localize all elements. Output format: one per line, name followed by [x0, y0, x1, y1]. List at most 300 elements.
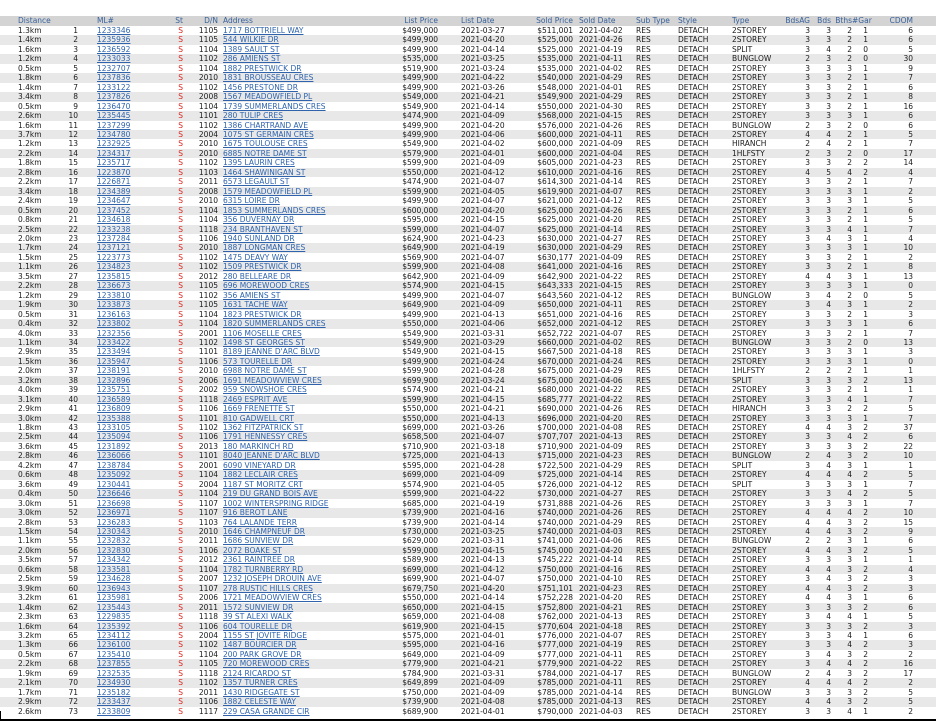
- row-number-cell: 60: [68, 583, 78, 593]
- ml-number-link[interactable]: 1237836: [97, 73, 131, 83]
- address-link[interactable]: 1882 CELESTE WAY: [223, 697, 296, 707]
- ml-number-link[interactable]: 1236971: [97, 508, 131, 518]
- type-cell: 2STOREY: [732, 649, 767, 659]
- ml-number-link[interactable]: 1235751: [97, 385, 131, 395]
- address-link[interactable]: 2072 BOAKE ST: [223, 545, 282, 555]
- address-link[interactable]: 1831 BROUSSEAU CRES: [223, 73, 314, 83]
- sub-type-cell: RES: [636, 470, 651, 480]
- ml-number-link[interactable]: 1234628: [97, 574, 131, 584]
- status-cell: S: [178, 489, 183, 499]
- bdsag-cell: 4: [805, 583, 810, 593]
- ml-number-link[interactable]: 1236698: [97, 498, 131, 508]
- ml-number-cell: [78, 187, 135, 196]
- ml-number-link[interactable]: 1235936: [97, 35, 131, 45]
- distance-cell: 1.3km: [18, 26, 42, 35]
- ml-number-link[interactable]: 1236943: [97, 583, 131, 593]
- ml-number-link[interactable]: 1233494: [97, 347, 131, 357]
- type-cell: BUNGLOW: [732, 536, 772, 546]
- ml-number-link[interactable]: 1235092: [97, 470, 131, 480]
- ml-number-link[interactable]: 1233033: [97, 54, 131, 64]
- listing-row: [0, 697, 936, 706]
- ml-number-link[interactable]: 1230441: [97, 479, 131, 489]
- address-link[interactable]: 6573 LEGAULT ST: [223, 177, 290, 187]
- ml-number-link[interactable]: 1233422: [97, 337, 131, 347]
- sold-price-cell: $740,000: [537, 527, 573, 537]
- ml-number-link[interactable]: 1236283: [97, 517, 131, 527]
- style-cell: DETACH: [678, 375, 709, 385]
- address-link[interactable]: 2361 RAINTREE DR: [223, 555, 295, 565]
- address-link[interactable]: 1106 MOSELLE CRES: [223, 328, 302, 338]
- ml-number-link[interactable]: 1232832: [97, 536, 131, 546]
- sold-price-cell: $535,000: [537, 54, 573, 64]
- list-price-cell: $549,900: [402, 337, 438, 347]
- type-cell: 2STOREY: [732, 413, 767, 423]
- bds-cell: 4: [826, 508, 831, 518]
- sub-type-cell: RES: [636, 413, 651, 423]
- sold-date-cell: 2021-04-09: [579, 139, 623, 149]
- gar-cell: 2: [863, 649, 868, 659]
- cdom-cell: 2: [908, 186, 913, 196]
- ml-number-link[interactable]: 1233873: [97, 300, 131, 310]
- sold-date-cell: 2021-04-09: [579, 441, 623, 451]
- address-link[interactable]: 1739 SUMMERLANDS CRES: [223, 101, 326, 111]
- address-link[interactable]: 8040 JEANNE D'ARC BLVD: [223, 451, 320, 461]
- sold-price-cell: $730,000: [537, 489, 573, 499]
- address-link[interactable]: 1464 SHAWINIGAN ST: [223, 167, 306, 177]
- sold-price-cell: $568,000: [537, 111, 573, 121]
- list-price-cell: $549,900: [402, 101, 438, 111]
- row-number-cell: 15: [68, 158, 78, 168]
- list-date-cell: 2021-04-28: [461, 460, 505, 470]
- list-date-cell: 2021-04-15: [461, 621, 505, 631]
- ml-number-cell: [78, 291, 135, 300]
- ml-number-link[interactable]: 1234930: [97, 678, 131, 688]
- ml-number-cell: [78, 404, 135, 413]
- address-link[interactable]: 1232 JOSEPH DROUIN AVE: [223, 574, 322, 584]
- address-link[interactable]: 2469 ESPRIT AVE: [223, 394, 288, 404]
- ml-number-link[interactable]: 1233809: [97, 706, 131, 716]
- address-link[interactable]: 573 TOURELLE DR: [223, 356, 293, 366]
- bdsag-cell: 2: [805, 366, 810, 376]
- style-cell: DETACH: [678, 92, 709, 102]
- gar-cell: 2: [863, 423, 868, 433]
- address-cell: [218, 688, 360, 697]
- ml-number-link[interactable]: 1236592: [97, 44, 131, 54]
- type-cell: 2STOREY: [732, 243, 767, 253]
- ml-number-link[interactable]: 1236673: [97, 281, 131, 291]
- address-link[interactable]: 1430 RIDGEGATE ST: [223, 687, 300, 697]
- ml-number-link[interactable]: 1233238: [97, 224, 131, 234]
- address-cell: [218, 347, 360, 356]
- ml-number-link[interactable]: 1236066: [97, 451, 131, 461]
- address-link[interactable]: 1782 TURNBERRY RD: [223, 564, 304, 574]
- address-link[interactable]: 219 DU GRAND BOIS AVE: [223, 489, 318, 499]
- ml-number-link[interactable]: 1232356: [97, 328, 131, 338]
- address-link[interactable]: 356 AMIENS ST: [223, 290, 281, 300]
- ml-number-link[interactable]: 1238191: [97, 366, 131, 376]
- address-link[interactable]: 234 BRANTHAVEN ST: [223, 224, 303, 234]
- address-cell: [218, 707, 360, 716]
- address-link[interactable]: 1389 SAULT ST: [223, 44, 280, 54]
- ml-number-link[interactable]: 1234389: [97, 186, 131, 196]
- gar-cell: 2: [863, 441, 868, 451]
- status-cell: S: [178, 583, 183, 593]
- sold-price-cell: $643,333: [537, 281, 573, 291]
- sold-date-cell: 2021-04-09: [579, 252, 623, 262]
- type-cell: 2STOREY: [732, 621, 767, 631]
- address-link[interactable]: 1669 FRENETTE ST: [223, 404, 295, 414]
- sold-date-cell: 2021-04-22: [579, 394, 623, 404]
- address-link[interactable]: 1567 MEADOWFIELD PL: [223, 92, 313, 102]
- list-date-cell: 2021-04-06: [461, 319, 505, 329]
- address-link[interactable]: 959 SNOWSHOE CRES: [223, 385, 307, 395]
- column-header-bths: Bths: [831, 16, 852, 26]
- address-link[interactable]: 1791 HENNESSY CRES: [223, 432, 308, 442]
- status-cell: S: [178, 536, 183, 546]
- sub-type-cell: RES: [636, 290, 651, 300]
- address-link[interactable]: 1631 TACHE WAY: [223, 300, 288, 310]
- sold-price-cell: $670,000: [537, 356, 573, 366]
- ml-number-link[interactable]: 1236100: [97, 640, 131, 650]
- cdom-cell: 16: [903, 659, 913, 669]
- cdom-cell: 7: [908, 328, 913, 338]
- list-date-cell: 2021-04-09: [461, 649, 505, 659]
- address-link[interactable]: 1820 SUMMERLANDS CRES: [223, 319, 326, 329]
- address-link[interactable]: 720 MOREWOOD CRES: [223, 659, 310, 669]
- address-link[interactable]: 1686 SUNVIEW DR: [223, 536, 294, 546]
- address-link[interactable]: 604 TOURELLE DR: [223, 621, 293, 631]
- listing-row: [0, 253, 936, 262]
- ml-number-link[interactable]: 1234780: [97, 129, 131, 139]
- ml-number-link[interactable]: 1233105: [97, 423, 131, 433]
- list-date-cell: 2021-04-15: [461, 394, 505, 404]
- gar-cell: 1: [863, 111, 868, 121]
- distance-cell: 1.8km: [18, 73, 42, 83]
- address-link[interactable]: 1487 BOURCIER DR: [223, 640, 297, 650]
- address-link[interactable]: 6315 LOIRE DR: [223, 196, 280, 206]
- listing-row: [0, 669, 936, 678]
- ml-number-link[interactable]: 1231892: [97, 441, 131, 451]
- address-link[interactable]: 1509 PRESTWICK DR: [223, 262, 302, 272]
- address-link[interactable]: 1456 PRESTONE DR: [223, 82, 298, 92]
- address-link[interactable]: 1940 SUNLAND DR: [223, 233, 295, 243]
- sold-price-cell: $696,000: [537, 413, 573, 423]
- row-number-cell: 59: [68, 574, 78, 584]
- list-price-cell: $550,000: [402, 167, 438, 177]
- address-link[interactable]: 1882 PRESTWICK DR: [223, 63, 302, 73]
- address-link[interactable]: 1823 PRESTWICK DR: [223, 309, 302, 319]
- distance-cell: 3.5km: [18, 271, 42, 281]
- style-cell: DETACH: [678, 640, 709, 650]
- sold-price-cell: $790,000: [537, 706, 573, 716]
- ml-number-link[interactable]: 1234647: [97, 196, 131, 206]
- ml-number-link[interactable]: 1234317: [97, 148, 131, 158]
- address-link[interactable]: 916 BEROT LANE: [223, 508, 288, 518]
- address-link[interactable]: 280 BELLEARE DR: [223, 271, 292, 281]
- cdom-cell: 13: [903, 271, 913, 281]
- address-link[interactable]: 696 MOREWOOD CRES: [223, 281, 310, 291]
- ml-number-link[interactable]: 1223870: [97, 167, 131, 177]
- column-header-sub-type: Sub Type: [630, 16, 677, 26]
- address-link[interactable]: 229 CASA GRANDE CIR: [223, 706, 310, 716]
- ml-number-cell: [78, 423, 135, 432]
- gar-cell: 1: [863, 82, 868, 92]
- address-link[interactable]: 1357 TURNER CRES: [223, 678, 298, 688]
- address-link[interactable]: 39 ST ALEXI WALK: [223, 612, 292, 622]
- status-cell: S: [178, 252, 183, 262]
- ml-number-link[interactable]: 1238784: [97, 460, 131, 470]
- dn-cell: 2006: [198, 593, 218, 603]
- status-cell: S: [178, 224, 183, 234]
- cdom-cell: 8: [908, 262, 913, 272]
- ml-number-link[interactable]: 1237826: [97, 92, 131, 102]
- ml-number-link[interactable]: 1235981: [97, 593, 131, 603]
- ml-number-link[interactable]: 1229835: [97, 612, 131, 622]
- ml-number-link[interactable]: 1223773: [97, 252, 131, 262]
- address-link[interactable]: 180 MARKINCH RD: [223, 441, 294, 451]
- distance-cell: 4.0km: [18, 385, 42, 395]
- bdsag-cell: 3: [805, 35, 810, 45]
- address-link[interactable]: 2124 RICARDO ST: [223, 668, 291, 678]
- gar-cell: 1: [863, 612, 868, 622]
- gar-cell: 0: [863, 337, 868, 347]
- distance-cell: 1.4km: [18, 602, 42, 612]
- ml-number-link[interactable]: 1233810: [97, 290, 131, 300]
- list-price-cell: $725,000: [402, 451, 438, 461]
- status-cell: S: [178, 186, 183, 196]
- ml-number-link[interactable]: 1234112: [97, 631, 131, 640]
- listing-row: [0, 480, 936, 489]
- type-cell: 2STOREY: [732, 177, 767, 187]
- list-date-cell: 2021-04-15: [461, 347, 505, 357]
- status-cell: S: [178, 271, 183, 281]
- ml-number-link[interactable]: 1232896: [97, 375, 131, 385]
- bds-cell: 3: [826, 441, 831, 451]
- ml-number-link[interactable]: 1226871: [97, 177, 131, 187]
- ml-number-link[interactable]: 1236470: [97, 101, 131, 111]
- ml-number-link[interactable]: 1232535: [97, 668, 131, 678]
- address-link[interactable]: 356 DUVERNAY DR: [223, 215, 295, 225]
- dn-cell: 1104: [198, 564, 218, 574]
- list-date-cell: 2021-04-14: [461, 517, 505, 527]
- ml-number-cell: [78, 234, 135, 243]
- sub-type-cell: RES: [636, 517, 651, 527]
- bths-cell: 3: [847, 243, 852, 253]
- address-link[interactable]: 1155 ST JOVITE RIDGE: [223, 631, 307, 640]
- sold-date-cell: 2021-04-18: [579, 347, 623, 357]
- cdom-cell: 6: [908, 205, 913, 215]
- sold-price-cell: $614,300: [537, 177, 573, 187]
- address-link[interactable]: 1498 ST GEORGES ST: [223, 337, 305, 347]
- listing-row: [0, 111, 936, 120]
- ml-number-link[interactable]: 1235445: [97, 111, 131, 121]
- listing-row: [0, 187, 936, 196]
- bths-cell: 3: [847, 375, 852, 385]
- window-frame-bottom: [0, 719, 936, 721]
- status-cell: S: [178, 593, 183, 603]
- address-link[interactable]: 1386 CHARTRAND AVE: [223, 120, 309, 130]
- ml-number-link[interactable]: 1234618: [97, 215, 131, 225]
- ml-number-link[interactable]: 1233581: [97, 564, 131, 574]
- ml-number-link[interactable]: 1236809: [97, 404, 131, 414]
- ml-number-link[interactable]: 1235094: [97, 432, 131, 442]
- ml-number-link[interactable]: 1232830: [97, 545, 131, 555]
- address-link[interactable]: 1002 WINTERSPRING RIDGE: [223, 498, 329, 508]
- ml-number-link[interactable]: 1235815: [97, 271, 131, 281]
- address-link[interactable]: 1395 LAURIN CRES: [223, 158, 295, 168]
- list-date-cell: 2021-04-14: [461, 44, 505, 54]
- dn-cell: 1105: [198, 281, 218, 291]
- sub-type-cell: RES: [636, 319, 651, 329]
- address-link[interactable]: 6885 NOTRE DAME ST: [223, 148, 307, 158]
- listing-row: [0, 300, 936, 309]
- ml-number-cell: [78, 45, 135, 54]
- bths-cell: 3: [847, 319, 852, 329]
- cdom-cell: 9: [908, 63, 913, 73]
- type-cell: 2STOREY: [732, 583, 767, 593]
- address-cell: [218, 631, 360, 640]
- cdom-cell: 4: [908, 233, 913, 243]
- status-cell: S: [178, 44, 183, 54]
- sold-price-cell: $651,000: [537, 309, 573, 319]
- ml-number-link[interactable]: 1236646: [97, 489, 131, 499]
- address-link[interactable]: 1887 LONGMAN CRES: [223, 243, 306, 253]
- address-link[interactable]: 6988 NOTRE DAME ST: [223, 366, 307, 376]
- ml-number-link[interactable]: 1237299: [97, 120, 131, 130]
- ml-number-link[interactable]: 1232707: [97, 63, 131, 73]
- address-link[interactable]: 1075 ST GERMAIN CRES: [223, 129, 314, 139]
- address-link[interactable]: 1579 MEADOWFIELD PL: [223, 186, 313, 196]
- bdsag-cell: 3: [805, 328, 810, 338]
- sold-date-cell: 2021-04-11: [579, 129, 623, 139]
- gar-cell: 1: [863, 224, 868, 234]
- bdsag-cell: 3: [805, 337, 810, 347]
- address-link[interactable]: 1675 TOULOUSE CRES: [223, 139, 308, 149]
- style-cell: DETACH: [678, 536, 709, 546]
- type-cell: 2STOREY: [732, 309, 767, 319]
- bds-cell: 3: [826, 35, 831, 45]
- distance-cell: 3.5km: [18, 555, 42, 565]
- sub-type-cell: RES: [636, 224, 651, 234]
- bths-cell: 2: [847, 148, 852, 158]
- cdom-cell: 7: [908, 413, 913, 423]
- ml-number-link[interactable]: 1235182: [97, 687, 131, 697]
- ml-number-link[interactable]: 1235717: [97, 158, 131, 168]
- ml-number-link[interactable]: 1235388: [97, 413, 131, 423]
- address-link[interactable]: 1882 LECLAIR CRES: [223, 470, 298, 480]
- status-cell: S: [178, 631, 183, 640]
- dn-cell: 1102: [198, 262, 218, 272]
- bdsag-cell: 3: [805, 621, 810, 631]
- cdom-cell: 7: [908, 394, 913, 404]
- cdom-cell: 6: [908, 536, 913, 546]
- ml-number-cell: [78, 640, 135, 649]
- ml-number-link[interactable]: 1233122: [97, 82, 131, 92]
- ml-number-link[interactable]: 1236589: [97, 394, 131, 404]
- row-number-cell: 6: [73, 73, 78, 83]
- ml-number-link[interactable]: 1233346: [97, 26, 131, 35]
- ml-number-link[interactable]: 1235392: [97, 621, 131, 631]
- ml-number-link[interactable]: 1233802: [97, 319, 131, 329]
- bdsag-cell: 3: [805, 574, 810, 584]
- ml-number-link[interactable]: 1235443: [97, 602, 131, 612]
- address-link[interactable]: 1646 CHAMPNEUF DR: [223, 527, 305, 537]
- address-cell: [218, 442, 360, 451]
- ml-number-link[interactable]: 1235947: [97, 356, 131, 366]
- ml-number-link[interactable]: 1230343: [97, 527, 131, 537]
- sold-date-cell: 2021-04-29: [579, 460, 623, 470]
- type-cell: 2STOREY: [732, 92, 767, 102]
- sold-price-cell: $630,177: [537, 252, 573, 262]
- type-cell: BUNGLOW: [732, 451, 772, 461]
- address-link[interactable]: 1717 BOTTRIELL WAY: [223, 26, 304, 35]
- ml-number-link[interactable]: 1237452: [97, 205, 131, 215]
- listing-row: [0, 121, 936, 130]
- address-link[interactable]: 544 WILKIE DR: [223, 35, 279, 45]
- ml-number-cell: [78, 631, 135, 640]
- sub-type-cell: RES: [636, 375, 651, 385]
- sub-type-cell: RES: [636, 35, 651, 45]
- bds-cell: 3: [826, 205, 831, 215]
- gar-cell: 2: [863, 470, 868, 480]
- sub-type-cell: RES: [636, 243, 651, 253]
- address-link[interactable]: 200 PARK GROVE DR: [223, 649, 302, 659]
- dn-cell: 1106: [198, 621, 218, 631]
- bdsag-cell: 3: [805, 460, 810, 470]
- sub-type-cell: RES: [636, 508, 651, 518]
- sub-type-cell: RES: [636, 460, 651, 470]
- address-cell: [218, 622, 360, 631]
- address-cell: [218, 187, 360, 196]
- bds-cell: 3: [826, 394, 831, 404]
- ml-number-link[interactable]: 1232925: [97, 139, 131, 149]
- row-number-cell: 61: [68, 593, 78, 603]
- sold-price-cell: $750,000: [537, 574, 573, 584]
- ml-number-link[interactable]: 1233437: [97, 697, 131, 707]
- listing-row: [0, 489, 936, 498]
- address-link[interactable]: 286 AMIENS ST: [223, 54, 281, 64]
- address-link[interactable]: 6090 VINEYARD DR: [223, 460, 296, 470]
- style-cell: DETACH: [678, 470, 709, 480]
- dn-cell: 2011: [198, 687, 218, 697]
- address-link[interactable]: 1572 SUNVIEW DR: [223, 602, 294, 612]
- bths-cell: 4: [847, 508, 852, 518]
- address-link[interactable]: 8189 JEANNE D'ARC BLVD: [223, 347, 320, 357]
- ml-number-link[interactable]: 1237855: [97, 659, 131, 669]
- ml-number-link[interactable]: 1234823: [97, 262, 131, 272]
- address-link[interactable]: 1691 MEADOWVIEW CRES: [223, 375, 322, 385]
- ml-number-link[interactable]: 1236163: [97, 309, 131, 319]
- address-link[interactable]: 1475 DEAVY WAY: [223, 252, 288, 262]
- distance-cell: 3.7km: [18, 129, 42, 139]
- address-link[interactable]: 280 TULIP CRES: [223, 111, 284, 121]
- list-price-cell: $550,000: [402, 404, 438, 414]
- address-link[interactable]: 1187 ST MORITZ CRT: [223, 479, 303, 489]
- list-price-cell: $642,900: [402, 271, 438, 281]
- bds-cell: 3: [826, 631, 831, 640]
- address-link[interactable]: 1721 MEADOWVIEW CRES: [223, 593, 322, 603]
- sold-price-cell: $600,000: [537, 129, 573, 139]
- ml-number-link[interactable]: 1234342: [97, 555, 131, 565]
- ml-number-link[interactable]: 1237121: [97, 243, 131, 253]
- ml-number-link[interactable]: 1237284: [97, 233, 131, 243]
- address-link[interactable]: 764 LALANDE TERR: [223, 517, 297, 527]
- ml-number-link[interactable]: 1235410: [97, 649, 131, 659]
- address-link[interactable]: 1853 SUMMERLANDS CRES: [223, 205, 326, 215]
- address-link[interactable]: 278 RUSTIC HILLS CRES: [223, 583, 313, 593]
- address-link[interactable]: 810 GADWELL CRT: [223, 413, 294, 423]
- address-link[interactable]: 1362 FITZPATRICK ST: [223, 423, 304, 433]
